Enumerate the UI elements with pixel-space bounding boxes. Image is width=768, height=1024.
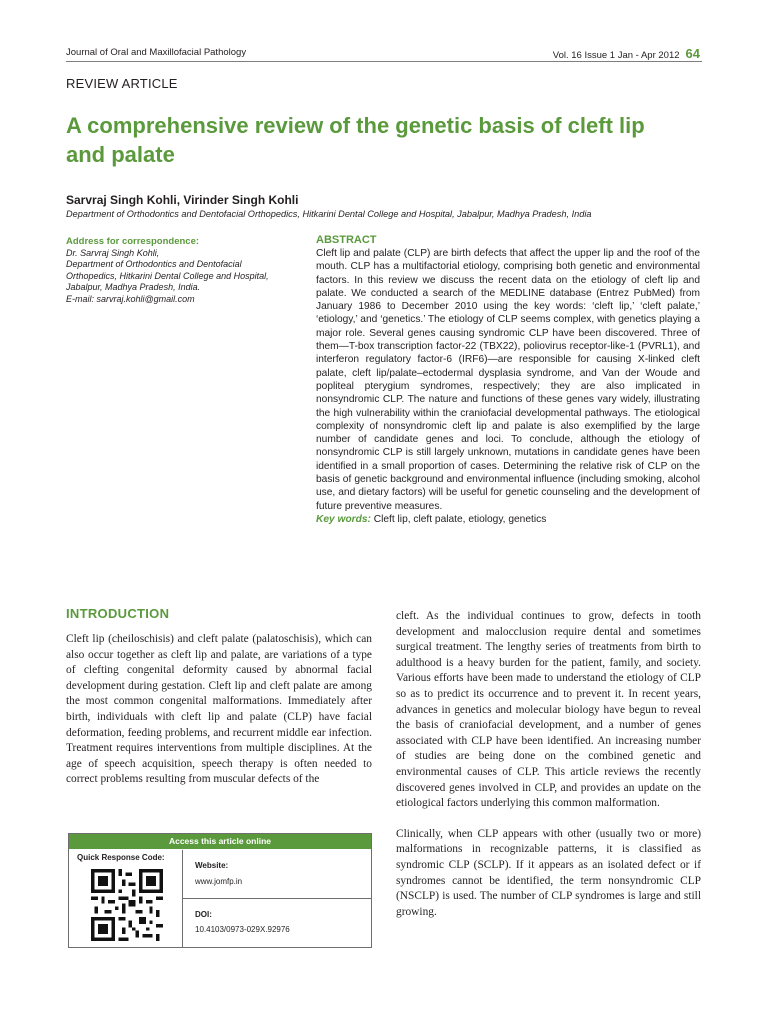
issue-text: Vol. 16 Issue 1 Jan - Apr 2012	[552, 50, 680, 61]
correspondence-heading: Address for correspondence:	[66, 236, 200, 247]
abstract-heading: ABSTRACT	[316, 234, 377, 246]
doi-value[interactable]: 10.4103/0973-029X.92976	[195, 925, 290, 934]
body-paragraph: cleft. As the individual continues to grow, defects in tooth development and malocclusion require dental and sometimes surgical treatment. The lengthy series of treatments from birth to adulthood is a heavy burden for the patient, family, and society. Various efforts have been made to understand the etiology of CLP so as to predict its occurrence and to prevent it. In recent years, advances in genetics and molecular biology have begun to reveal the basis of craniofacial development, and a number of genes associated with CLP have been identified. An increasing number of studies are being done on the combined genetic and environmental causes of CLP. This article reviews the recently discovered genes involved in CLP, and provides an update on the etiological factors underlying this common malformation.	[396, 610, 701, 810]
correspondence-email: E-mail: sarvraj.kohli@gmail.com	[66, 293, 195, 304]
affiliation: Department of Orthodontics and Dentofacial Orthopedics, Hitkarini Dental College and Hospital, Jabalpur, Madhya Pradesh, India	[66, 209, 592, 219]
introduction-heading: INTRODUCTION	[66, 606, 170, 621]
correspondence	[66, 236, 306, 305]
body-paragraph: Cleft lip (cheiloschisis) and cleft palate (palatoschisis), which can also occur together as cleft lip and palate, are variations of a type of clefting congenital deformity caused by abnormal facial development during gestation. Cleft lip and cleft palate are among the most common congenital malformations. Immediately after birth, individuals with cleft lip and palate (CLP) have facial deformation, feeding problems, and recurrent middle ear infection. Treatment requires interventions from multiple disciplines. At the age of speech acquisition, speech therapy is often needed to correct problems resulting from muscular defects of the	[66, 633, 372, 786]
body-column-right	[396, 609, 701, 920]
section-label: REVIEW ARTICLE	[66, 76, 178, 91]
correspondence-line: Dr. Sarvraj Singh Kohli,	[66, 247, 160, 258]
abstract	[316, 234, 700, 526]
qr-label: Quick Response Code:	[77, 853, 165, 862]
abstract-text: Cleft lip and palate (CLP) are birth defects that affect the upper lip and the roof of the mouth. CLP has a multifactorial etiology, comprising both genetic and environmental factors. In this review we discuss the recent data on the etiology of cleft lip and palate. We conducted a search of the MEDLINE database (Entrez PubMed) from January 1986 to December 2010 using the key words: ‘cleft lip,’ ‘cleft palate,’ ‘etiology,’ and ‘genetics.’ The etiology of CLP seems complex, with genetics playing a major role. Several genes causing syndromic CLP have been discovered. Three of them—T-box transcription factor-22 (TBX22), poliovirus receptor-like-1 (PVRL1), and interferon regulatory factor-6 (IRF6)—are responsible for causing X-linked cleft palate, cleft lip/palate–ectodermal dysplasia syndrome, and Van der Woude and popliteal pterygium syndromes, respectively; they are also implicated in nonsyndromic CLP. The nature and functions of these genes vary widely, illustrating the high vulnerability within the craniofacial developmental pathways. The etiological complexity of nonsyndromic cleft lip and palate is also exemplified by the large number of candidate genes and loci. To conclude, although the etiology of nonsyndromic CLP is still largely unknown, mutations in candidate genes have been identified in a small proportion of cases. Determining the relative risk of CLP on the basis of genetic background and environmental influence (including smoking, alcohol use, and dietary factors) will be useful for genetic counseling and the development of future preventive measures.	[316, 248, 700, 512]
correspondence-line: Department of Orthodontics and Dentofacial	[66, 259, 242, 269]
keywords	[316, 513, 700, 526]
authors: Sarvraj Singh Kohli, Virinder Singh Kohli	[66, 193, 299, 207]
journal-name: Journal of Oral and Maxillofacial Pathology	[66, 47, 247, 58]
correspondence-line: Jabalpur, Madhya Pradesh, India.	[66, 282, 201, 292]
issue-info	[553, 46, 700, 61]
access-box-title: Access this article online	[69, 834, 371, 849]
body-paragraph: Clinically, when CLP appears with other (usually two or more) malformations in recognizable patterns, it is classified as syndromic CLP (SCLP). If it appears as an isolated defect or if syndromes cannot be identified, the term nonsyndromic CLP (NSCLP) is used. The number of CLP syndromes is large and still growing.	[396, 827, 701, 918]
keywords-label: Key words:	[316, 513, 371, 525]
page-number: 64	[685, 46, 700, 61]
article-title	[66, 111, 706, 169]
keywords-list: Cleft lip, cleft palate, etiology, genetics	[373, 513, 547, 525]
doi-label: DOI:	[195, 910, 212, 919]
access-divider	[183, 898, 371, 899]
qr-code-icon[interactable]	[91, 869, 163, 941]
title-line: A comprehensive review of the genetic basis of cleft lip	[66, 113, 645, 138]
header-rule	[66, 61, 702, 62]
website-link[interactable]: www.jomfp.in	[195, 877, 243, 886]
title-line: and palate	[66, 142, 175, 167]
access-article-box	[68, 833, 372, 948]
correspondence-line: Orthopedics, Hitkarini Dental College and Hospital,	[66, 270, 269, 281]
website-label: Website:	[195, 861, 229, 870]
body-column-left	[66, 632, 372, 788]
qr-panel	[69, 850, 183, 947]
